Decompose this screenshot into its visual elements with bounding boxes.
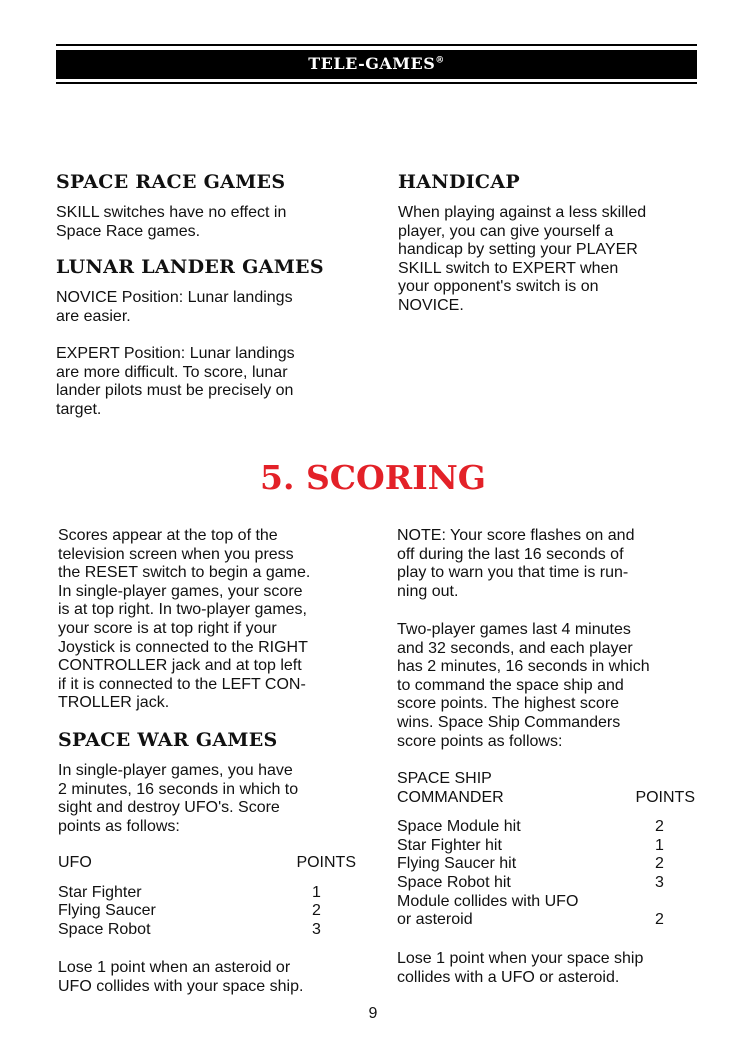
handicap-text: When playing against a less skilled player, you can give yourself a handicap by setting your PLAYER SKILL switch to EXPERT when your opponent's switch is on NOVICE. xyxy=(398,204,647,314)
space-race-heading: SPACE RACE GAMES xyxy=(56,171,286,193)
header-banner xyxy=(56,50,697,79)
header-title-text: TELE-GAMES xyxy=(308,54,436,73)
row-points: 2 xyxy=(655,855,664,873)
space-race-text: SKILL switches have no effect in Space Race games. xyxy=(56,204,287,240)
table-row xyxy=(397,874,695,893)
space-war-heading: SPACE WAR GAMES xyxy=(58,729,278,751)
points-column-header: POINTS xyxy=(296,854,356,871)
table-row xyxy=(58,902,356,921)
scoring-section-title: 5. SCORING xyxy=(260,458,486,497)
space-war-text: In single-player games, you have 2 minutes, 16 seconds in which to sight and destroy UFO's. Score points as follows: xyxy=(58,762,299,835)
ufo-points-table xyxy=(58,854,356,939)
lunar-lander-expert-text: EXPERT Position: Lunar landings are more difficult. To score, lunar lander pilots must be precisely on target. xyxy=(56,345,295,418)
row-points: 2 xyxy=(655,818,664,836)
row-points: 2 xyxy=(655,911,664,929)
ufo-column-header: UFO xyxy=(58,854,92,871)
table-row xyxy=(397,837,695,856)
header-title xyxy=(56,54,697,73)
commander-points-table xyxy=(397,770,695,930)
row-points: 1 xyxy=(312,883,321,901)
row-label: Flying Saucer hit xyxy=(397,855,517,873)
lunar-lander-novice-text: NOVICE Position: Lunar landings are easier. xyxy=(56,289,293,325)
row-points: 3 xyxy=(655,873,664,891)
commander-table-header xyxy=(397,770,695,807)
row-label: Star Fighter hit xyxy=(397,836,502,854)
row-label: Space Robot xyxy=(58,920,151,938)
table-row xyxy=(397,893,695,930)
lunar-lander-heading: LUNAR LANDER GAMES xyxy=(56,256,324,278)
header-rule-bottom xyxy=(56,82,697,84)
points-column-header: POINTS xyxy=(635,788,695,806)
row-label: Module collides with UFO or asteroid xyxy=(397,892,579,929)
commander-column-header: SPACE SHIP COMMANDER xyxy=(397,770,504,806)
row-label: Space Robot hit xyxy=(397,873,511,891)
scoring-note-text: NOTE: Your score flashes on and off during the last 16 seconds of play to warn you that time is run- ning out. xyxy=(397,527,635,600)
header-rule-top xyxy=(56,44,697,46)
table-row xyxy=(58,921,356,940)
ufo-table-header xyxy=(58,854,356,873)
row-label: Flying Saucer xyxy=(58,902,156,920)
row-points: 2 xyxy=(312,902,321,920)
space-war-lose-text: Lose 1 point when an asteroid or UFO collides with your space ship. xyxy=(58,959,304,995)
row-label: Star Fighter xyxy=(58,883,142,901)
table-row xyxy=(58,884,356,903)
commander-lose-text: Lose 1 point when your space ship collides with a UFO or asteroid. xyxy=(397,950,644,986)
registered-mark: ® xyxy=(435,55,445,66)
two-player-text: Two-player games last 4 minutes and 32 seconds, and each player has 2 minutes, 16 seconds in which to command the space ship and score points. The highest score wins. Space Ship Commanders score points as follows: xyxy=(397,621,650,750)
page-number: 9 xyxy=(368,1005,378,1022)
table-row xyxy=(397,818,695,837)
row-points: 1 xyxy=(655,836,664,854)
row-label: Space Module hit xyxy=(397,818,521,836)
scoring-intro-text: Scores appear at the top of the television screen when you press the RESET switch to begin a game. In single-player games, your score is at top right. In two-player games, your score is at top right if your Joystick is connected to the RIGHT CONTROLLER jack and at top left if it is connected to the LEFT CON- TROLLER jack. xyxy=(58,527,311,712)
handicap-heading: HANDICAP xyxy=(398,171,520,193)
table-row xyxy=(397,855,695,874)
row-points: 3 xyxy=(312,920,321,938)
